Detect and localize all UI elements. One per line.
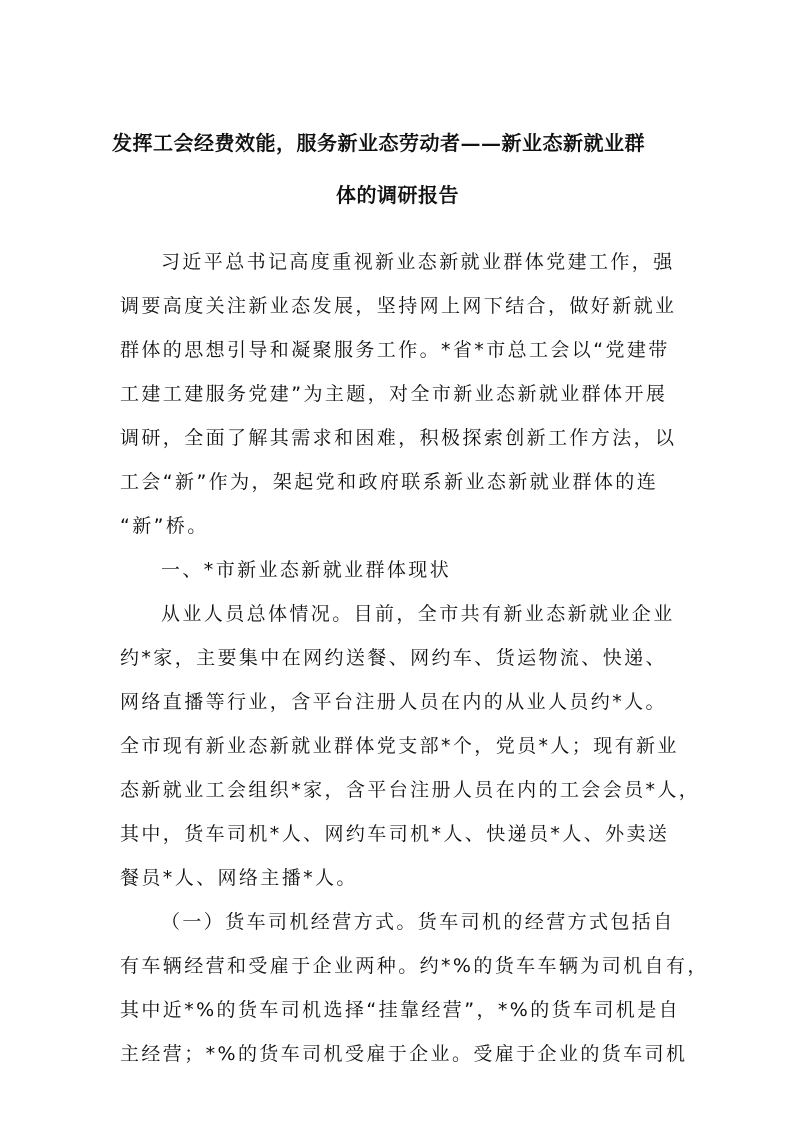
paragraph-line: 习近平总书记高度重视新业态新就业群体党建工作，强 xyxy=(161,251,675,273)
section-heading: 一、*市新业态新就业群体现状 xyxy=(161,559,452,581)
paragraph-line: 调研，全面了解其需求和困难，积极探索创新工作方法，以 xyxy=(120,427,677,449)
paragraph-line: 餐员*人、网络主播*人。 xyxy=(120,867,358,889)
paragraph-line: 群体的思想引导和凝聚服务工作。*省*市总工会以“党建带 xyxy=(120,339,670,361)
paragraph-line: 其中，货车司机*人、网约车司机*人、快递员*人、外卖送 xyxy=(120,823,670,845)
document-title-line-1: 发挥工会经费效能，服务新业态劳动者——新业态新就业群 xyxy=(112,131,645,155)
paragraph-line: 其中近*%的货车司机选择“挂靠经营”，*%的货车司机是自 xyxy=(120,999,680,1021)
paragraph-line: 态新就业工会组织*家，含平台注册人员在内的工会会员*人， xyxy=(120,779,701,801)
document-title-line-2: 体的调研报告 xyxy=(336,183,459,207)
paragraph-line: 全市现有新业态新就业群体党支部*个，党员*人；现有新业 xyxy=(120,735,679,757)
paragraph-line: （一）货车司机经营方式。货车司机的经营方式包括自 xyxy=(161,911,675,933)
paragraph-line: 约*家，主要集中在网约送餐、网约车、货运物流、快递、 xyxy=(120,647,667,669)
paragraph-line: 主经营；*%的货车司机受雇于企业。受雇于企业的货车司机 xyxy=(120,1043,688,1065)
paragraph-line: “新”桥。 xyxy=(120,515,209,537)
paragraph-line: 调要高度关注新业态发展，坚持网上网下结合，做好新就业 xyxy=(120,295,677,317)
paragraph-line: 工建工建服务党建”为主题，对全市新业态新就业群体开展 xyxy=(120,383,668,405)
paragraph-line: 从业人员总体情况。目前，全市共有新业态新就业企业 xyxy=(161,603,675,625)
paragraph-line: 网络直播等行业，含平台注册人员在内的从业人员约*人。 xyxy=(120,691,667,713)
paragraph-line: 工会“新”作为，架起党和政府联系新业态新就业群体的连 xyxy=(120,471,659,493)
paragraph-line: 有车辆经营和受雇于企业两种。约*%的货车车辆为司机自有， xyxy=(120,955,709,977)
